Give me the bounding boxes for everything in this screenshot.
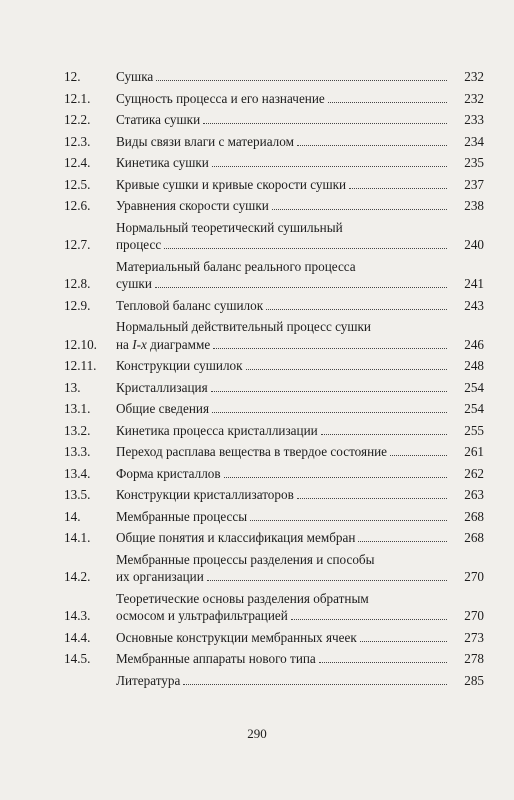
toc-entry	[30, 379, 484, 397]
toc-entry-page: 261	[464, 444, 484, 459]
toc-entry-title: Общие сведения	[116, 401, 210, 416]
toc-entry	[30, 508, 484, 526]
leader-dots	[349, 188, 447, 189]
toc-entry-title: Кристаллизация	[116, 379, 208, 395]
toc-entry-number: 12.3.	[64, 133, 91, 149]
toc-entry-title: Основные конструкции мембранных ячеек	[116, 629, 357, 645]
toc-entry-title: Мембранные аппараты нового типа	[116, 651, 316, 666]
toc-entry-title: Конструкции сушилок	[116, 358, 243, 373]
toc-entry-number: 12.9.	[64, 297, 91, 313]
toc-entry-title: Кинетика процесса кристаллизации	[116, 422, 318, 438]
toc-entry-title: Статика сушки	[116, 112, 201, 127]
toc-entry-number: 12.10.	[64, 336, 97, 352]
toc-entry-title: Переход расплава вещества в твердое состояние	[116, 444, 388, 459]
leader-dots	[328, 102, 447, 103]
leader-dots	[297, 498, 447, 499]
toc-entry-title: Мембранные процессы	[116, 508, 248, 524]
leader-dots	[207, 580, 447, 581]
toc-entry-page: 233	[464, 112, 484, 127]
table-of-contents	[30, 68, 484, 693]
toc-entry-number: 12.8.	[64, 276, 91, 291]
leader-dots	[321, 434, 447, 435]
toc-entry-number: 12.4.	[64, 155, 91, 170]
page-number: 290	[247, 726, 267, 741]
toc-entry-title: сушки	[116, 276, 152, 291]
toc-entry-page: 262	[464, 465, 484, 481]
toc-entry-title: Кинетика сушки	[116, 155, 209, 170]
toc-entry-page: 234	[464, 133, 484, 149]
toc-entry-title: Нормальный теоретический сушильный	[116, 219, 343, 235]
toc-entry-title: Конструкции кристаллизаторов	[116, 487, 294, 502]
toc-entry-number: 12.	[64, 69, 81, 84]
toc-entry-number: 12.11.	[64, 358, 97, 373]
toc-entry-page: 232	[464, 90, 484, 106]
leader-dots	[358, 541, 447, 542]
toc-entry-page: 237	[464, 176, 484, 192]
leader-dots	[360, 641, 447, 642]
leader-dots	[164, 248, 447, 249]
toc-entry	[30, 465, 484, 483]
leader-dots	[319, 662, 447, 663]
toc-entry-title: осмосом и ультрафильтрацией	[116, 608, 288, 623]
toc-entry-page: 278	[464, 651, 484, 666]
toc-entry-page: 263	[464, 487, 484, 502]
toc-entry-page: 270	[464, 608, 484, 623]
toc-entry	[30, 672, 484, 690]
toc-entry	[30, 400, 484, 418]
toc-entry-number: 14.1.	[64, 530, 91, 545]
leader-dots	[390, 455, 447, 456]
toc-entry-title: Тепловой баланс сушилок	[116, 297, 264, 313]
toc-entry-page: 232	[464, 69, 484, 84]
toc-entry-number: 14.3.	[64, 608, 91, 623]
toc-entry	[30, 650, 484, 668]
toc-entry	[30, 357, 484, 375]
leader-dots	[156, 80, 447, 81]
toc-entry	[30, 133, 484, 151]
toc-entry	[30, 197, 484, 215]
toc-entry-number: 13.3.	[64, 444, 91, 459]
toc-entry	[30, 111, 484, 129]
toc-entry-title: Кривые сушки и кривые скорости сушки	[116, 176, 347, 192]
toc-entry-title: Нормальный действительный процесс сушки	[116, 319, 371, 334]
toc-entry	[30, 318, 484, 353]
toc-entry-title: на I-x диаграмме	[116, 336, 211, 352]
toc-entry	[30, 154, 484, 172]
toc-entry-number: 13.5.	[64, 487, 91, 502]
leader-dots	[155, 287, 447, 288]
toc-entry-title: Теоретические основы разделения обратным	[116, 590, 369, 606]
toc-entry-title: Материальный баланс реального процесса	[116, 258, 356, 274]
toc-entry-page: 241	[464, 276, 484, 291]
toc-entry	[30, 486, 484, 504]
toc-entry-number: 12.5.	[64, 176, 91, 192]
leader-dots	[211, 391, 447, 392]
toc-entry	[30, 219, 484, 254]
toc-entry-number: 12.7.	[64, 237, 91, 252]
toc-entry-title: процесс	[116, 237, 162, 252]
leader-dots	[250, 520, 447, 521]
leader-dots	[246, 369, 447, 370]
leader-dots	[212, 412, 447, 413]
toc-entry-page: 254	[464, 401, 484, 416]
toc-entry	[30, 443, 484, 461]
toc-entry-page: 270	[464, 569, 484, 584]
toc-entry-page: 268	[464, 508, 484, 524]
toc-entry-title: Форма кристаллов	[116, 465, 221, 481]
leader-dots	[272, 209, 447, 210]
leader-dots	[212, 166, 447, 167]
toc-entry-number: 14.2.	[64, 569, 91, 584]
toc-entry	[30, 68, 484, 86]
toc-entry-title: Сущность процесса и его назначение	[116, 90, 325, 106]
toc-entry	[30, 90, 484, 108]
toc-entry-number: 13.1.	[64, 401, 91, 416]
toc-entry-page: 238	[464, 198, 484, 213]
toc-entry-number: 12.1.	[64, 90, 91, 106]
toc-entry-page: 268	[464, 530, 484, 545]
toc-entry-page: 235	[464, 155, 484, 170]
toc-entry-number: 14.5.	[64, 651, 91, 666]
leader-dots	[203, 123, 447, 124]
toc-entry-title: Уравнения скорости сушки	[116, 198, 269, 213]
toc-entry	[30, 551, 484, 586]
leader-dots	[224, 477, 447, 478]
toc-entry-title: их организации	[116, 569, 204, 584]
toc-entry-title: Виды связи влаги с материалом	[116, 133, 294, 149]
toc-entry	[30, 529, 484, 547]
toc-entry-number: 12.2.	[64, 112, 91, 127]
toc-entry-title: Литература	[116, 672, 181, 688]
toc-entry-title: Мембранные процессы разделения и способы	[116, 551, 375, 567]
leader-dots	[183, 684, 447, 685]
toc-entry-number: 13.	[64, 379, 81, 395]
toc-entry-number: 14.4.	[64, 629, 91, 645]
leader-dots	[297, 145, 447, 146]
toc-entry-title: Сушка	[116, 69, 154, 84]
toc-entry-number: 13.4.	[64, 465, 91, 481]
leader-dots	[291, 619, 447, 620]
toc-entry-page: 285	[464, 672, 484, 688]
toc-entry	[30, 629, 484, 647]
toc-entry-page: 273	[464, 629, 484, 645]
toc-entry-page: 240	[464, 237, 484, 252]
leader-dots	[266, 309, 447, 310]
toc-entry-page: 246	[464, 336, 484, 352]
toc-entry-page: 248	[464, 358, 484, 373]
toc-entry	[30, 422, 484, 440]
toc-entry-page: 255	[464, 422, 484, 438]
toc-entry-page: 243	[464, 297, 484, 313]
toc-entry-title: Общие понятия и классификация мембран	[116, 530, 356, 545]
toc-entry-number: 13.2.	[64, 422, 91, 438]
toc-entry	[30, 297, 484, 315]
toc-entry	[30, 258, 484, 293]
toc-entry-page: 254	[464, 379, 484, 395]
toc-entry	[30, 590, 484, 625]
leader-dots	[213, 348, 447, 349]
toc-entry	[30, 176, 484, 194]
toc-entry-number: 12.6.	[64, 198, 91, 213]
toc-entry-number: 14.	[64, 508, 81, 524]
